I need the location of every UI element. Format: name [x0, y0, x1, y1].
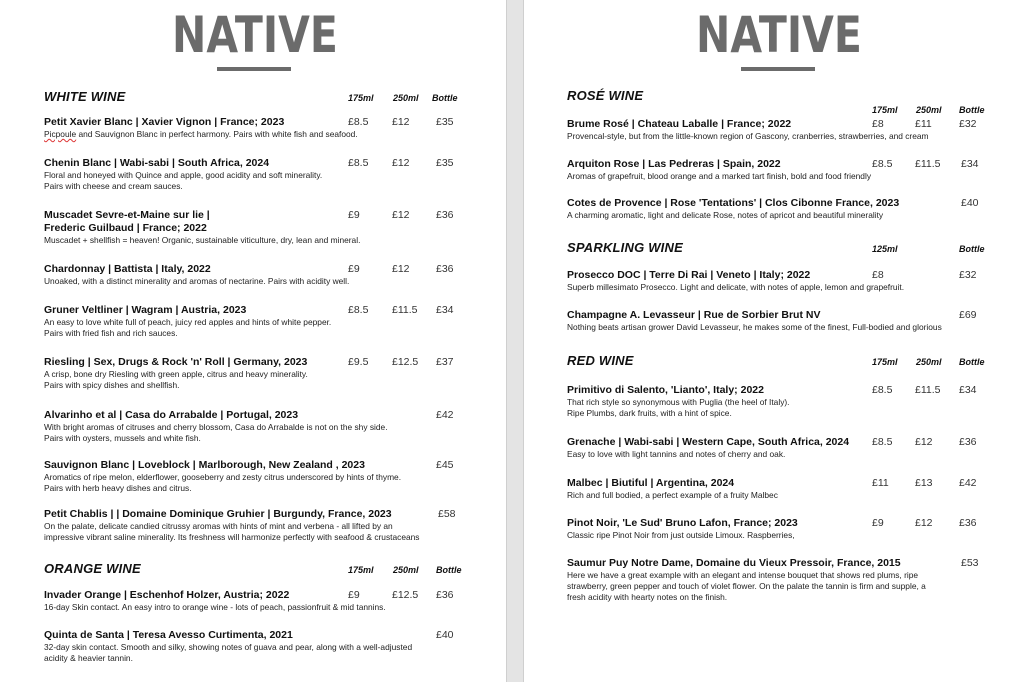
- wine-pairing: Pairs with herb heavy dishes and citrus.: [44, 483, 192, 493]
- column-header-250ml: 250ml: [393, 565, 419, 575]
- column-header-bottle: Bottle: [959, 357, 985, 367]
- wine-name: Champagne A. Levasseur | Rue de Sorbier Brut NV: [567, 309, 821, 321]
- wine-item: [44, 356, 308, 391]
- wine-name: Quinta de Santa | Teresa Avesso Curtimenta, 2021: [44, 629, 293, 641]
- price-175ml: £9: [348, 263, 360, 275]
- section-title-red-wine: RED WINE: [567, 353, 634, 368]
- wine-name: Muscadet Sevre-et-Maine sur lie |: [44, 209, 210, 221]
- wine-description: That rich style so synonymous with Puglia (the heel of Italy).: [567, 397, 790, 407]
- price-250ml: £11.5: [392, 304, 418, 316]
- wine-item: [44, 589, 386, 613]
- wine-name: Malbec | Biutiful | Argentina, 2024: [567, 477, 735, 489]
- price-125ml: £8: [872, 269, 884, 281]
- price-250ml: £12.5: [392, 589, 419, 601]
- wine-description: Rich and full bodied, a perfect example of a fruity Malbec: [567, 490, 778, 500]
- column-header-bottle: Bottle: [959, 105, 985, 115]
- column-header-bottle: Bottle: [432, 93, 458, 103]
- price-175ml: £8.5: [872, 384, 893, 396]
- wine-description: 32-day skin contact. Smooth and silky, showing notes of guava and pear, along with a well-adjusted: [44, 642, 413, 652]
- price-bottle: £34: [436, 304, 454, 316]
- column-header-175ml: 175ml: [348, 565, 374, 575]
- column-header-175ml: 175ml: [872, 105, 898, 115]
- wine-name: Saumur Puy Notre Dame, Domaine du Vieux Pressoir, France, 2015: [567, 557, 901, 569]
- wine-description: Here we have a great example with an elegant and intense bouquet that shows red plums, ripe: [567, 570, 919, 580]
- section-title-white-wine: WHITE WINE: [44, 89, 126, 104]
- section-title-rose-wine: ROSÉ WINE: [567, 88, 644, 103]
- price-250ml: £12.5: [392, 356, 419, 368]
- price-bottle: £58: [438, 508, 456, 520]
- wine-description: 16-day Skin contact. An easy intro to orange wine - lots of peach, passionfruit & mid tannins.: [44, 602, 386, 612]
- wine-pairing: Pairs with fried fish and rich sauces.: [44, 328, 178, 338]
- price-175ml: £9.5: [348, 356, 369, 368]
- section-title-sparkling-wine: SPARKLING WINE: [567, 240, 683, 255]
- wine-item: [567, 517, 798, 541]
- wine-name: Prosecco DOC | Terre Di Rai | Veneto | Italy; 2022: [567, 269, 811, 281]
- price-bottle: £32: [959, 269, 977, 281]
- wine-name: Invader Orange | Eschenhof Holzer, Austria; 2022: [44, 589, 290, 601]
- wine-name: Arquiton Rose | Las Pedreras | Spain, 2022: [567, 158, 781, 170]
- wine-item: [567, 436, 849, 460]
- price-250ml: £12: [392, 263, 410, 275]
- logo: NATIVE: [696, 6, 862, 64]
- wine-name-line2: Frederic Guilbaud | France; 2022: [44, 222, 207, 234]
- price-bottle: £42: [959, 477, 977, 489]
- menu-page-left: [0, 0, 506, 682]
- wine-name: Grenache | Wabi-sabi | Western Cape, South Africa, 2024: [567, 436, 850, 448]
- wine-description: On the palate, delicate candied citrussy aromas with hints of mint and verbena - all lifted by an: [44, 521, 393, 531]
- wine-item: [44, 157, 322, 192]
- wine-name: Petit Xavier Blanc | Xavier Vignon | France; 2023: [44, 116, 285, 128]
- wine-description-line2: strawberry, green pepper and touch of violet flower. On the palate the tannin is firm and supple, a: [567, 581, 926, 591]
- price-175ml: £8.5: [872, 158, 893, 170]
- price-bottle: £53: [961, 557, 979, 569]
- wine-item: [44, 116, 358, 140]
- wine-description: A charming aromatic, light and delicate Rose, notes of apricot and beautiful minerality: [567, 210, 884, 220]
- price-175ml: £9: [872, 517, 884, 529]
- page-gutter: [506, 0, 524, 682]
- price-175ml: £8.5: [872, 436, 893, 448]
- price-bottle: £36: [959, 436, 977, 448]
- wine-name: Cotes de Provence | Rose 'Tentations' | Clos Cibonne France, 2023: [567, 197, 900, 209]
- wine-description: Classic ripe Pinot Noir from just outside Limoux. Raspberries,: [567, 530, 795, 540]
- column-header-bottle: Bottle: [959, 244, 985, 254]
- price-250ml: £11.5: [915, 158, 941, 170]
- wine-item: [567, 269, 904, 293]
- wine-description: Aromas of grapefruit, blood orange and a marked tart finish, bold and food friendly: [567, 171, 872, 181]
- price-bottle: £36: [959, 517, 977, 529]
- price-250ml: £13: [915, 477, 933, 489]
- wine-pairing: Pairs with oysters, mussels and white fish.: [44, 433, 201, 443]
- wine-name: Chenin Blanc | Wabi-sabi | South Africa, 2024: [44, 157, 270, 169]
- wine-description-line2: impressive vibrant saline minerality. Its freshness will harmonize perfectly with seafood & crustaceans: [44, 532, 420, 542]
- wine-name: Petit Chablis | | Domaine Dominique Gruhier | Burgundy, France, 2023: [44, 508, 392, 520]
- wine-description: Easy to love with light tannins and notes of cherry and oak.: [567, 449, 786, 459]
- column-header-125ml: 125ml: [872, 244, 898, 254]
- column-header-250ml: 250ml: [916, 105, 942, 115]
- price-bottle: £34: [961, 158, 979, 170]
- wine-item: [567, 477, 778, 501]
- section-title-orange-wine: ORANGE WINE: [44, 561, 141, 576]
- logo: NATIVE: [172, 6, 338, 64]
- wine-description: An easy to love white full of peach, juicy red apples and hints of white pepper.: [44, 317, 332, 327]
- price-bottle: £40: [436, 629, 454, 641]
- price-bottle: £69: [959, 309, 977, 321]
- wine-item: [567, 384, 790, 419]
- column-header-250ml: 250ml: [393, 93, 419, 103]
- wine-name: Riesling | Sex, Drugs & Rock 'n' Roll | Germany, 2023: [44, 356, 308, 368]
- wine-description: Nothing beats artisan grower David Levasseur, he makes some of the finest, Full-bodied and glorious: [567, 322, 942, 332]
- wine-item: [44, 263, 349, 287]
- price-bottle: £36: [436, 209, 454, 221]
- price-250ml: £12: [915, 517, 933, 529]
- price-bottle: £37: [436, 356, 454, 368]
- wine-item: [44, 508, 419, 543]
- column-header-bottle: Bottle: [436, 565, 462, 575]
- wine-description: Superb millesimato Prosecco. Light and delicate, with notes of apple, lemon and grapefruit.: [567, 282, 905, 292]
- price-175ml: £8.5: [348, 304, 369, 316]
- wine-name: Chardonnay | Battista | Italy, 2022: [44, 263, 211, 275]
- price-bottle: £45: [436, 459, 454, 471]
- wine-name: Pinot Noir, 'Le Sud' Bruno Lafon, France; 2023: [567, 517, 798, 529]
- price-bottle: £35: [436, 116, 454, 128]
- wine-item: [44, 209, 360, 246]
- price-175ml: £8: [872, 118, 884, 130]
- price-bottle: £32: [959, 118, 977, 130]
- wine-item: [44, 629, 412, 664]
- wine-item: [567, 197, 899, 221]
- wine-description: With bright aromas of citruses and cherry blossom, Casa do Arrabalde is not on the shy side.: [44, 422, 388, 432]
- price-bottle: £42: [436, 409, 454, 421]
- wine-pairing: Pairs with cheese and cream sauces.: [44, 181, 183, 191]
- wine-item: [44, 459, 401, 494]
- column-header-175ml: 175ml: [872, 357, 898, 367]
- wine-description: Provencal-style, but from the little-known region of Gascony, cranberries, strawberries, and cream: [567, 131, 929, 141]
- logo-underline: [741, 67, 815, 71]
- price-250ml: £12: [392, 157, 410, 169]
- logo-underline: [217, 67, 291, 71]
- wine-item: [44, 304, 331, 339]
- price-bottle: £40: [961, 197, 979, 209]
- price-bottle: £34: [959, 384, 977, 396]
- price-250ml: £12: [392, 116, 410, 128]
- price-bottle: £36: [436, 589, 454, 601]
- wine-description: Aromatics of ripe melon, elderflower, gooseberry and zesty citrus underscored by hints of thyme.: [44, 472, 402, 482]
- price-250ml: £12: [915, 436, 933, 448]
- menu-page-right: [524, 0, 1024, 682]
- wine-description-line2: acidity & heavier tannin.: [44, 653, 133, 663]
- price-bottle: £35: [436, 157, 454, 169]
- price-175ml: £9: [348, 209, 360, 221]
- wine-description: Muscadet + shellfish = heaven! Organic, sustainable viticulture, dry, lean and mineral.: [44, 235, 361, 245]
- price-250ml: £12: [392, 209, 410, 221]
- price-250ml: £11: [915, 118, 932, 130]
- wine-name: Primitivo di Salento, 'Lianto', Italy; 2022: [567, 384, 764, 396]
- wine-name: Alvarinho et al | Casa do Arrabalde | Portugal, 2023: [44, 409, 299, 421]
- price-175ml: £8.5: [348, 116, 369, 128]
- price-250ml: £11.5: [915, 384, 941, 396]
- wine-name: Brume Rosé | Chateau Laballe | France; 2022: [567, 118, 792, 130]
- wine-description: A crisp, bone dry Riesling with green apple, citrus and heavy minerality.: [44, 369, 308, 379]
- price-175ml: £11: [872, 477, 889, 489]
- column-header-250ml: 250ml: [916, 357, 942, 367]
- wine-name: Sauvignon Blanc | Loveblock | Marlborough, New Zealand , 2023: [44, 459, 365, 471]
- wine-description-line2: Ripe Plumbs, dark fruits, with a hint of spice.: [567, 408, 732, 418]
- wine-item: [44, 409, 388, 444]
- column-header-175ml: 175ml: [348, 93, 374, 103]
- price-175ml: £8.5: [348, 157, 369, 169]
- wine-description: Picpoule and Sauvignon Blanc in perfect harmony. Pairs with white fish and seafood.: [44, 129, 358, 139]
- price-bottle: £36: [436, 263, 454, 275]
- wine-description: Unoaked, with a distinct minerality and aromas of nectarine. Pairs with acidity well.: [44, 276, 350, 286]
- wine-description-line3: fresh acidity with hearty notes on the finish.: [567, 592, 728, 602]
- wine-name: Gruner Veltliner | Wagram | Austria, 2023: [44, 304, 247, 316]
- wine-item: [567, 309, 942, 333]
- wine-item: [567, 557, 926, 603]
- wine-description: Floral and honeyed with Quince and apple, good acidity and soft minerality.: [44, 170, 323, 180]
- wine-pairing: Pairs with spicy dishes and shellfish.: [44, 380, 180, 390]
- wine-item: [567, 158, 871, 182]
- price-175ml: £9: [348, 589, 360, 601]
